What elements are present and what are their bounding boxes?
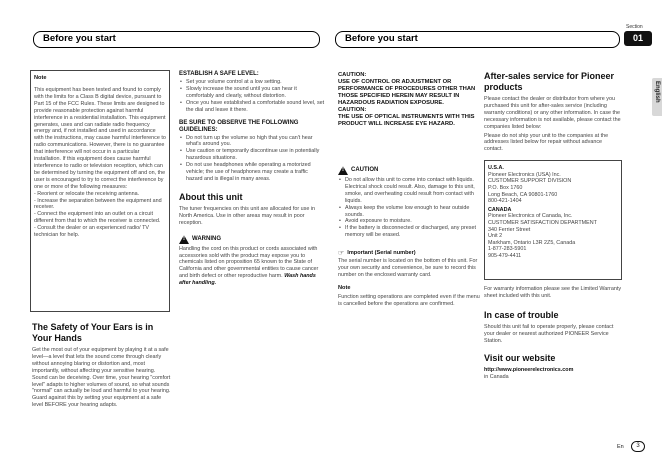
- column-3: [338, 72, 480, 308]
- contact-box: [484, 160, 622, 280]
- contact-line: Pioneer Electronics (USA) Inc.: [488, 171, 561, 178]
- contact-line: 1-877-283-5901: [488, 246, 527, 253]
- establish-heading: ESTABLISH A SAFE LEVEL:: [179, 71, 259, 77]
- safety-section: [32, 322, 172, 409]
- warning-label: WARNING: [192, 235, 221, 242]
- usa-label: U.S.A.: [488, 165, 504, 172]
- language-tab: [652, 78, 662, 116]
- observe-list: [179, 135, 325, 183]
- section-number-badge: 01: [624, 31, 652, 46]
- caution-label: CAUTION: [351, 167, 379, 173]
- contact-line: CUSTOMER SATISFACTION DEPARTMENT: [488, 220, 597, 226]
- footer-lang: En: [617, 444, 624, 450]
- important-text: The serial number is located on the bottom of this unit. For your own security and convenience, be sure to record this number on the enclosed warranty card.: [338, 258, 478, 278]
- fcc-note-box: [30, 70, 170, 312]
- warning-icon: [179, 235, 189, 244]
- language-tab-label: English: [654, 81, 660, 103]
- important-label-row: [338, 249, 480, 257]
- list-item: • If the battery is disconnected or discharged, any preset memory will be erased.: [338, 225, 480, 239]
- contact-line: P.O. Box 1760: [488, 185, 523, 192]
- about-heading: About this unit: [179, 191, 243, 202]
- trouble-heading: In case of trouble: [484, 310, 559, 321]
- banner-left-title: Before you start: [43, 33, 116, 44]
- warning-text: [179, 246, 325, 287]
- service-text-2: Please do not ship your unit to the companies at the addresses listed below for repair without advance contact.: [484, 132, 609, 153]
- measure-item: - Increase the separation between the equipment and receiver.: [34, 197, 162, 211]
- list-item: • Do not allow this unit to come into contact with liquids. Electrical shock could result. Also, damage to this unit, smoke, and overheating could result from contact with liquids.: [338, 177, 480, 205]
- important-label: Important (Serial number): [347, 249, 416, 256]
- banner-right: [335, 31, 620, 48]
- contact-line: 340 Ferrier Street: [488, 226, 531, 233]
- list-item: • Do not use headphones while operating a motorized vehicle; the use of headphones may create a traffic hazard and is illegal in many areas.: [179, 162, 325, 183]
- canada-label: CANADA: [488, 206, 512, 213]
- contact-line: Markham, Ontario L3R 2Z5, Canada: [488, 239, 576, 246]
- service-heading: After-sales service for Pioneer products: [484, 71, 615, 92]
- service-text-1: Please contact the dealer or distributor from where you purchased this unit for after-sales service (including warranty conditions) or any other information. In case the necessary information is not available, please contact the companies listed below:: [484, 96, 621, 130]
- caution-label-row: [338, 166, 480, 175]
- pointer-icon: ☞: [338, 250, 345, 258]
- note-title: Note: [34, 75, 47, 81]
- function-note-text: Function setting operations are completed even if the menu is cancelled before the operations are confirmed.: [338, 293, 480, 307]
- trouble-text: Should this unit fail to operate properly, please contact your dealer or nearest authorized PIONEER Service Station.: [484, 324, 614, 344]
- safety-heading: The Safety of Your Ears is in Your Hands: [32, 322, 154, 343]
- contact-line: 905-479-4411: [488, 252, 522, 259]
- list-item: • Slowly increase the sound until you can hear it comfortably and clearly, without distortion.: [179, 86, 325, 100]
- warning-label-row: [179, 235, 325, 244]
- contact-line: Unit 2: [488, 233, 503, 240]
- website-url[interactable]: http://www.pioneerelectronics.com: [484, 366, 574, 373]
- contact-line: CUSTOMER SUPPORT DIVISION: [488, 178, 572, 185]
- list-item: • Set your volume control at a low setting.: [179, 79, 325, 86]
- list-item: • Always keep the volume low enough to hear outside sounds.: [338, 205, 480, 219]
- page-number-badge: 3: [631, 441, 645, 452]
- laser-caution-text: CAUTION: USE OF CONTROL OR ADJUSTMENT OR PERFORMANCE OF PROCEDURES OTHER THAN THOSE SPECIFIED HEREIN MAY RESULT IN HAZARDOUS RADIATION EXPOSURE. CAUTION: THE USE OF OPTICAL INSTRUMENTS WITH THIS PRODUCT WILL INCREASE EYE HAZARD.: [338, 72, 476, 127]
- website-country: in Canada: [484, 373, 509, 380]
- section-label: Section: [626, 24, 643, 30]
- contact-line: 800-421-1404: [488, 198, 522, 205]
- list-item: • Do not turn up the volume so high that you can't hear what's around you.: [179, 135, 325, 149]
- measure-item: - Connect the equipment into an outlet on a circuit different from that to which the receiver is connected.: [34, 211, 161, 225]
- caution-icon: [338, 166, 348, 175]
- list-item: • Avoid exposure to moisture.: [338, 218, 480, 225]
- establish-list: [179, 79, 325, 114]
- safety-text: Get the most out of your equipment by playing it at a safe level—a level that lets the sound come through clearly without annoying blaring or distortion and, most importantly, without affecting your sensitive hearing. Sound can be deceiving. Over time, your hearing "comfort level" adapts to higher volumes of sound, so what sounds "normal" can actually be loud and harmful to your hearing. Guard against this by setting your equipment at a safe level BEFORE your hearing adapts.: [32, 347, 171, 409]
- note-label: Note: [338, 284, 351, 291]
- measure-item: - Consult the dealer or an experienced radio/ TV technician for help.: [34, 225, 149, 239]
- caution-list: [338, 177, 480, 239]
- warning-body: Handling the cord on this product or cords associated with accessories sold with the product may expose you to chemicals listed on proposition 65 known to the State of California and other governmental entities to cause cancer and birth defect or other reproductive harm.: [179, 245, 319, 280]
- banner-left: [33, 31, 320, 48]
- contact-line: Pioneer Electronics of Canada, Inc.: [488, 213, 573, 220]
- column-4: [484, 71, 622, 381]
- measure-item: - Reorient or relocate the receiving antenna.: [34, 190, 140, 197]
- list-item: • Once you have established a comfortable sound level, set the dial and leave it there.: [179, 100, 325, 114]
- website-heading: Visit our website: [484, 352, 556, 363]
- warranty-text: For warranty information please see the Limited Warranty sheet included with this unit.: [484, 286, 622, 300]
- observe-heading: BE SURE TO OBSERVE THE FOLLOWING GUIDELINES:: [179, 119, 299, 133]
- banner-right-title: Before you start: [345, 33, 418, 44]
- list-item: • Use caution or temporarily discontinue use in potentially hazardous situations.: [179, 148, 325, 162]
- column-2: [179, 71, 325, 287]
- fcc-note-text: This equipment has been tested and found to comply with the limits for a Class B digital device, pursuant to Part 15 of the FCC Rules. These limits are designed to provide reasonable protection against harmful interference in a residential installation. This equipment generates, uses and can radiate radio frequency energy and, if not installed and used in accordance with the instructions, may cause harmful interference to radio communications. However, there is no guarantee that interference will not occur in a particular installation. If this equipment does cause harmful interference to radio or television reception, which can be determined by turning the equipment off and on, the user is encouraged to try to correct the interference by one or more of the following measures:: [34, 87, 166, 190]
- about-text: The tuner frequencies on this unit are allocated for use in North America. Use in other areas may result in poor reception.: [179, 205, 316, 226]
- warning-bold: Wash hands after handling.: [179, 273, 316, 287]
- contact-line: Long Beach, CA 90801-1760: [488, 191, 558, 198]
